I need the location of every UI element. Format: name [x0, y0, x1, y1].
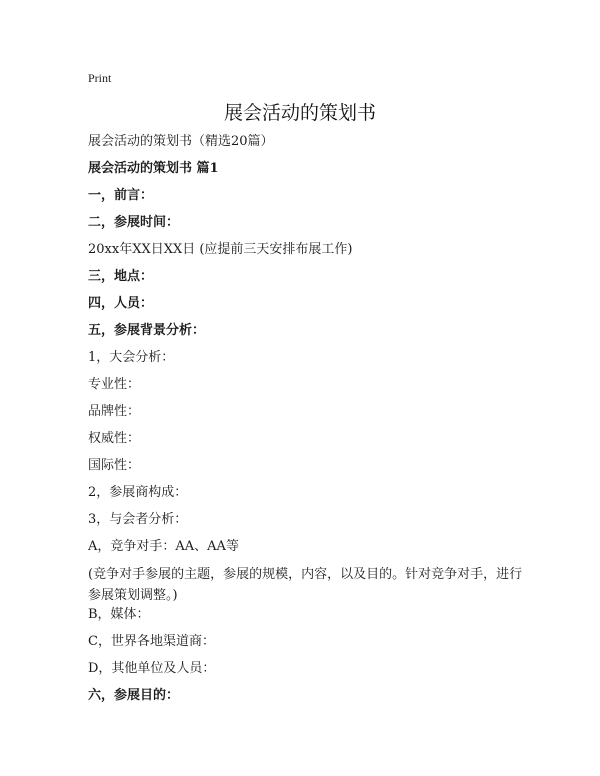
list-item-competitors: A，竞争对手：AA、AA等: [88, 539, 239, 554]
exhibit-time-text: 20xx年XX日XX日 (应提前三天安排布展工作): [88, 242, 353, 257]
heading-preface: 一，前言：: [88, 188, 154, 203]
heading-location: 三，地点：: [88, 269, 154, 284]
list-item-media: B，媒体：: [88, 607, 150, 622]
list-item-authority: 权威性：: [88, 431, 141, 446]
heading-exhibit-purpose: 六，参展目的：: [88, 688, 180, 703]
print-label: Print: [88, 71, 112, 85]
doc-subtitle: 展会活动的策划书（精选20篇）: [88, 134, 274, 149]
list-item-other-units: D，其他单位及人员：: [88, 661, 216, 676]
list-item-attendee-analysis: 3，与会者分析：: [88, 512, 188, 527]
document-title: 展会活动的策划书: [223, 102, 376, 124]
heading-exhibit-time: 二，参展时间：: [88, 215, 180, 230]
list-item-exhibitor-composition: 2，参展商构成：: [88, 485, 188, 500]
heading-personnel: 四，人员：: [88, 296, 154, 311]
list-item-conference-analysis: 1，大会分析：: [88, 350, 175, 365]
list-item-channel-dealers: C，世界各地渠道商：: [88, 634, 215, 649]
list-item-professionalism: 专业性：: [88, 377, 141, 392]
list-item-brand: 品牌性：: [88, 404, 141, 419]
competitor-note-paragraph: (竞争对手参展的主题，参展的规模，内容，以及目的。针对竞争对手，进行参展策划调整。): [88, 567, 523, 603]
heading-background-analysis: 五，参展背景分析：: [88, 323, 206, 338]
section-heading-part1: 展会活动的策划书 篇1: [88, 161, 219, 176]
list-item-international: 国际性：: [88, 458, 141, 473]
